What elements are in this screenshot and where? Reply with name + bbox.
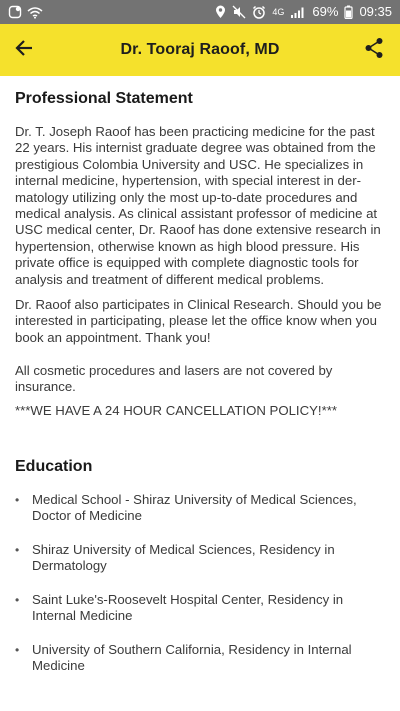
network-type-label: 4G: [272, 7, 285, 17]
page-title: Dr. Tooraj Raoof, MD: [120, 41, 280, 58]
statement-paragraph: Dr. Raoof also participates in Clinical Research. Should you be interested in participating, please let the office know when you book an appointment. Thank you!: [15, 297, 382, 345]
mute-icon: [232, 5, 246, 19]
education-heading: Education: [15, 458, 93, 475]
wifi-icon: [27, 6, 43, 19]
signal-icon: [290, 6, 306, 19]
bullet: •: [15, 493, 20, 507]
status-right: [215, 0, 392, 24]
share-icon: [364, 37, 384, 64]
clock: 09:35: [359, 4, 392, 19]
alarm-icon: [252, 5, 266, 19]
bullet: •: [15, 593, 20, 607]
education-item-text: Medical School - Shiraz University of Medical Sciences, Doctor of Medicine: [32, 492, 357, 524]
education-item-text: Saint Luke's-Roosevelt Hospital Center, Residency in Internal Medicine: [32, 592, 344, 624]
back-button[interactable]: [10, 36, 38, 64]
statement-paragraph: Dr. T. Joseph Raoof has been practicing medicine for the past 22 years. His internist graduate degree was obtained from the prestigious Colombia University and USC. He specializes in internal medicine, hypertension, with special interest in der-matology utilizing only the most up-to-date procedures and medical analysis. As clinical assistant professor of medicine at USC medical center, Dr. Raoof has done extensive research in hypertension, otherwise known as high blood pressure. His private office is equipped with complete diagnostic tools for analysis and treatment of different medical problems.: [15, 124, 381, 287]
bullet: •: [15, 543, 20, 557]
professional-statement-heading: Professional Statement: [15, 90, 193, 107]
bullet: •: [15, 643, 20, 657]
education-item-text: Shiraz University of Medical Sciences, Residency in Dermatology: [32, 542, 335, 574]
arrow-left-icon: [14, 38, 34, 63]
battery-icon: [344, 5, 353, 19]
cancellation-policy: ***WE HAVE A 24 HOUR CANCELLATION POLICY!***: [15, 403, 337, 418]
education-item-text: University of Southern California, Residency in Internal Medicine: [32, 642, 352, 674]
status-left: [8, 5, 43, 19]
status-bar: [0, 0, 400, 24]
notification-icon: [8, 5, 22, 19]
share-button[interactable]: [360, 36, 388, 64]
app-bar: [0, 24, 400, 76]
statement-paragraph: All cosmetic procedures and lasers are not covered by insurance.: [15, 363, 333, 395]
location-icon: [215, 5, 226, 19]
battery-percent: 69%: [312, 4, 339, 19]
